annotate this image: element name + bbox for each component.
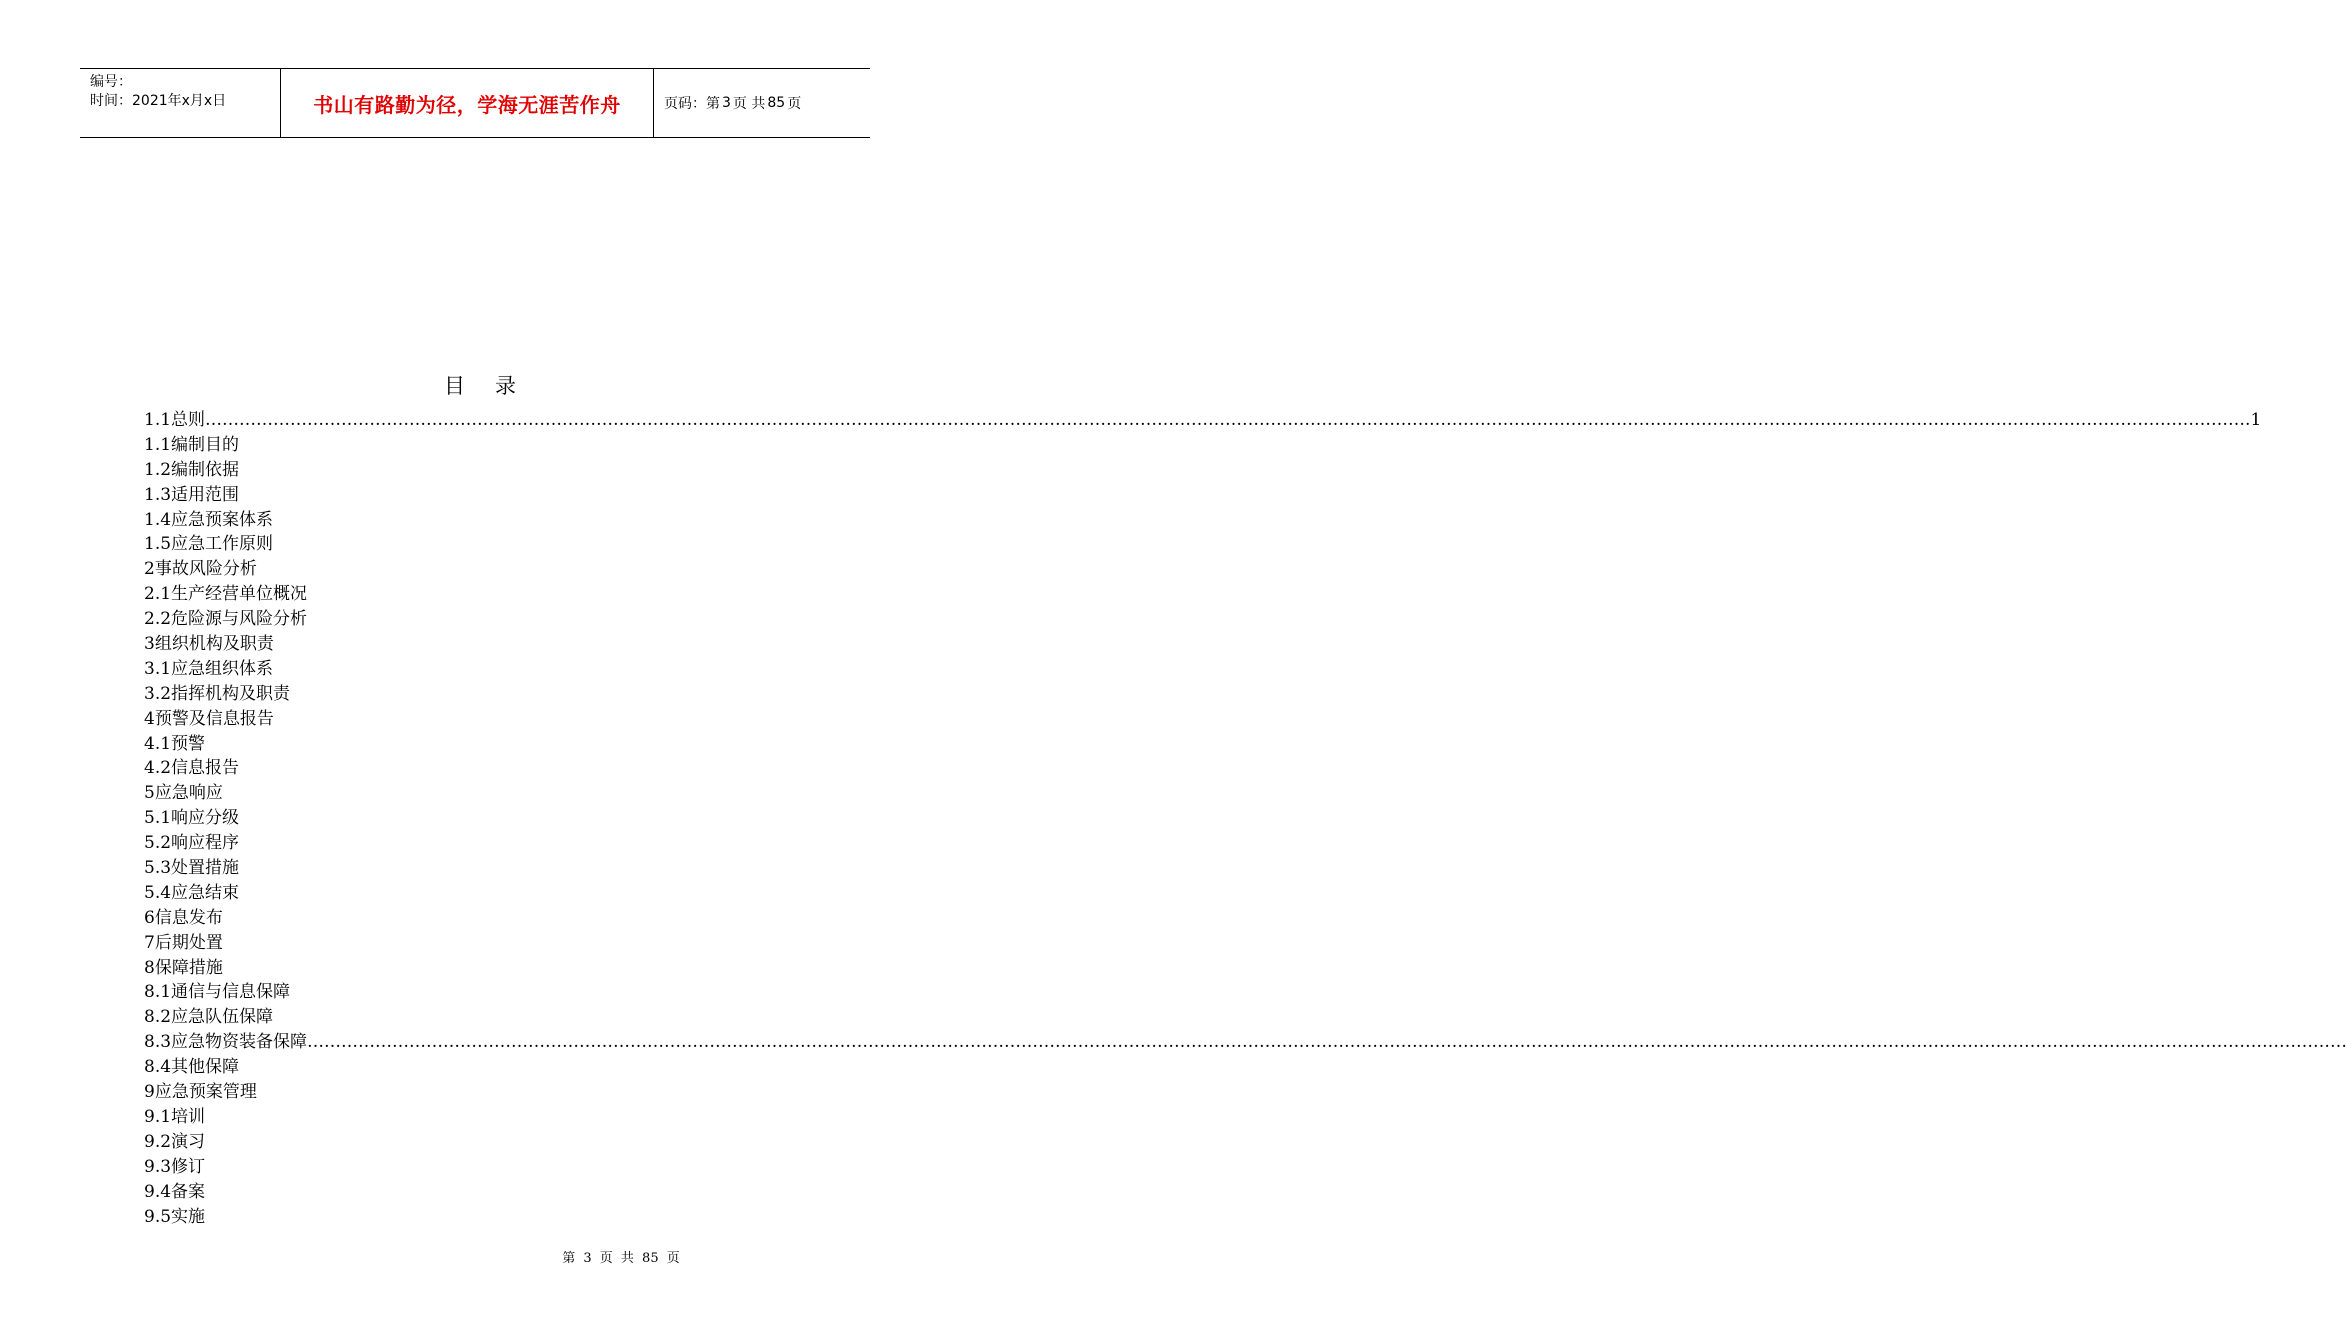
- header-page-end: 页: [787, 96, 802, 112]
- toc-entry[interactable]: [144, 707, 804, 732]
- header-page-mid: 页 共: [732, 96, 766, 112]
- header-number-label: 编号：: [90, 74, 132, 90]
- toc-entry-label: 3组织机构及职责: [144, 634, 274, 655]
- toc-entry-label: 9应急预案管理: [144, 1082, 257, 1103]
- toc-entry-label: 8.4其他保障: [144, 1057, 240, 1078]
- toc-entry[interactable]: [144, 508, 804, 533]
- toc-title: 目录: [444, 374, 546, 398]
- header-meta: [80, 69, 281, 137]
- toc-entry-label: 5.2响应程序: [144, 833, 240, 854]
- toc-entry-label: 6信息发布: [144, 907, 223, 928]
- toc-entry[interactable]: [144, 806, 804, 831]
- toc-entry[interactable]: [144, 881, 804, 906]
- toc-entry-label: 1.4应急预案体系: [144, 509, 274, 530]
- toc-entry[interactable]: [144, 458, 804, 483]
- toc-entry[interactable]: [144, 1030, 2347, 1055]
- header-page-total: 85: [767, 95, 786, 111]
- toc-entry[interactable]: [144, 557, 804, 582]
- toc-entry-label: 9.3修订: [144, 1156, 206, 1177]
- toc-entry-label: 8.1通信与信息保障: [144, 982, 291, 1003]
- toc-page-number: .1: [2245, 410, 2262, 430]
- toc-entry[interactable]: [144, 682, 804, 707]
- toc-entry[interactable]: [144, 931, 804, 956]
- toc-entry-label: 8.2应急队伍保障: [144, 1007, 274, 1028]
- toc-entry[interactable]: [144, 632, 804, 657]
- toc-entry[interactable]: [144, 532, 804, 557]
- toc-entry-label: 3.2指挥机构及职责: [144, 683, 291, 704]
- toc-entry-label: 2.1生产经营单位概况: [144, 584, 308, 605]
- toc-dot-leader: ………………………………………………………………………………………………………………………………………………………………………………………………………………………………………………………………………………………………………………………………: [307, 1032, 2347, 1053]
- toc-entry[interactable]: [144, 1055, 804, 1080]
- toc-entry-label: 8保障措施: [144, 957, 223, 978]
- toc-entry[interactable]: [144, 483, 804, 508]
- toc-entry[interactable]: [144, 906, 804, 931]
- table-of-contents: [144, 408, 2347, 1229]
- toc-entry[interactable]: [144, 582, 804, 607]
- toc-entry-label: 4.1预警: [144, 733, 206, 754]
- header-date-label: 时间：2021年x月x日: [90, 93, 227, 109]
- page-header: [80, 68, 870, 138]
- page-footer: 第 3 页 共 85 页: [562, 1251, 680, 1266]
- toc-entry[interactable]: [144, 732, 804, 757]
- toc-entry-label: 2.2危险源与风险分析: [144, 609, 308, 630]
- toc-entry[interactable]: [144, 433, 804, 458]
- toc-entry[interactable]: [144, 1130, 804, 1155]
- toc-entry[interactable]: [144, 1080, 804, 1105]
- toc-entry-label: 5应急响应: [144, 783, 223, 804]
- toc-entry-label: 1.2编制依据: [144, 459, 240, 480]
- toc-entry-label: 1.5应急工作原则: [144, 534, 274, 555]
- toc-entry-label: 4.2信息报告: [144, 758, 240, 779]
- toc-entry[interactable]: [144, 408, 2262, 433]
- toc-entry[interactable]: [144, 980, 804, 1005]
- toc-entry[interactable]: [144, 781, 804, 806]
- toc-entry[interactable]: [144, 1180, 804, 1205]
- toc-entry-label: 7后期处置: [144, 932, 223, 953]
- header-page-current: 3: [722, 95, 731, 111]
- toc-entry-label: 5.1响应分级: [144, 808, 240, 829]
- toc-entry[interactable]: [144, 756, 804, 781]
- toc-entry-label: 1.1总则: [144, 410, 206, 430]
- toc-entry[interactable]: [144, 657, 804, 682]
- toc-entry-label: 9.2演习: [144, 1131, 206, 1152]
- toc-entry-label: 1.3适用范围: [144, 484, 240, 505]
- toc-entry[interactable]: [144, 856, 804, 881]
- toc-entry-label: 5.4应急结束: [144, 882, 240, 903]
- toc-entry-label: 1.1编制目的: [144, 434, 240, 455]
- toc-entry[interactable]: [144, 1105, 804, 1130]
- toc-entry-label: 9.4备案: [144, 1181, 206, 1202]
- toc-entry-label: 9.5实施: [144, 1206, 206, 1227]
- toc-entry[interactable]: [144, 1005, 804, 1030]
- toc-entry[interactable]: [144, 1155, 804, 1180]
- toc-entry-label: 4预警及信息报告: [144, 708, 274, 729]
- toc-entry[interactable]: [144, 1205, 804, 1230]
- toc-entry-label: 5.3处置措施: [144, 858, 240, 879]
- toc-entry-label: 3.1应急组织体系: [144, 658, 274, 679]
- header-page-info: [654, 69, 870, 137]
- toc-entry-label: 9.1培训: [144, 1106, 206, 1127]
- header-motto: 书山有路勤为径，学海无涯苦作舟: [281, 69, 654, 137]
- toc-entry[interactable]: [144, 607, 804, 632]
- toc-entry[interactable]: [144, 956, 804, 981]
- toc-dot-leader: ………………………………………………………………………………………………………………………………………………………………………………………………………………………………………………………………………………………………………………………………: [205, 410, 2246, 430]
- toc-entry-label: 2事故风险分析: [144, 559, 257, 580]
- header-page-label: 页码：第: [664, 96, 720, 112]
- toc-entry-label: 8.3应急物资装备保障: [144, 1032, 308, 1053]
- toc-entry[interactable]: [144, 831, 804, 856]
